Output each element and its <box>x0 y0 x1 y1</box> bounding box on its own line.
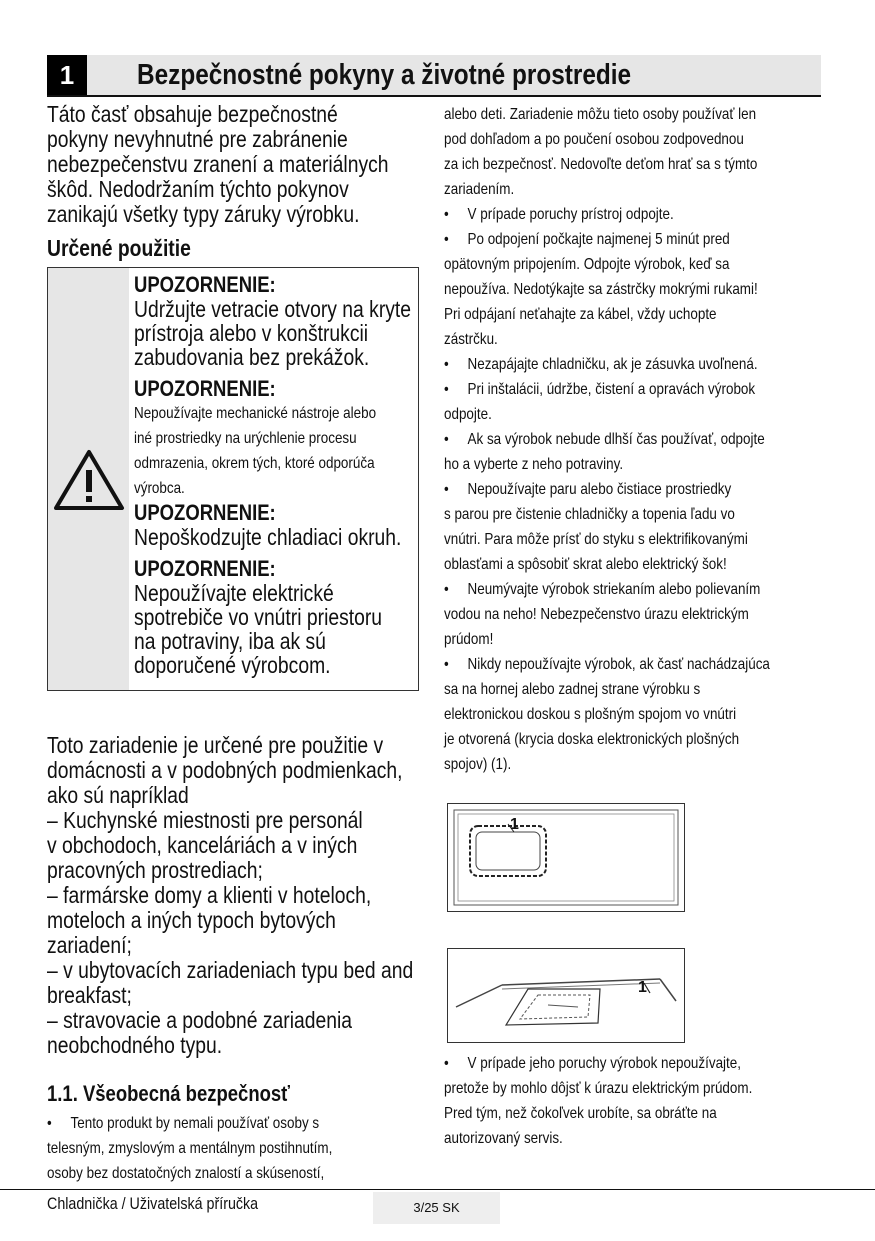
usage-line: v obchodoch, kanceláriách a v iných <box>47 832 358 858</box>
bullet-item: • Nikdy nepoužívajte výrobok, ak časť nachádzajúca sa na hornej alebo zadnej strane výrobku s elektronickou doskou s plošným spojom vo vnútri je otvorená (krycia doska elektronických plošných spojov) (1). <box>444 652 824 777</box>
usage-line: – farmárske domy a klienti v hoteloch, <box>47 882 372 908</box>
footer-divider <box>0 1189 875 1190</box>
pcb-cover-back-drawing <box>448 949 684 1042</box>
pcb-cover-drawing <box>448 804 684 911</box>
general-safety-heading: 1.1. Všeobecná bezpečnosť <box>47 1081 291 1106</box>
usage-line: moteloch a iných typoch bytových <box>47 907 336 933</box>
bullet: • <box>444 481 449 498</box>
chapter-title: Bezpečnostné pokyny a životné prostredie <box>137 59 632 91</box>
chapter-number: 1 <box>47 55 87 95</box>
general-safety-text: • Tento produkt by nemali používať osoby s telesným, zmyslovým a mentálnym postihnutím, osoby bez dostatočných znalostí a skúseností, <box>47 1111 427 1186</box>
figure-callout-number: 1 <box>510 816 519 833</box>
usage-line: domácnosti a v podobných podmienkach, <box>47 757 403 783</box>
intro-line: nebezpečenstvu zranení a materiálnych <box>47 151 389 177</box>
warning-label: UPOZORNENIE: <box>134 500 276 525</box>
warning-label: UPOZORNENIE: <box>134 272 276 297</box>
usage-line: – Kuchynské miestnosti pre personál <box>47 807 363 833</box>
bullet-item: • Nepoužívajte paru alebo čistiace prostriedky s parou pre čistenie chladničky a topenia ľadu vo vnútri. Para môže prísť do styku s elektrifikovanými oblasťami a spôsobiť skrat alebo elektrický šok! <box>444 477 824 577</box>
figure-callout-number: 1 <box>638 979 647 996</box>
usage-paragraph <box>47 733 437 1058</box>
figure-pcb-cover-top <box>447 803 685 912</box>
intro-line: zanikajú všetky typy záruky výrobku. <box>47 201 360 227</box>
warning-sidebar <box>48 268 129 690</box>
usage-line: Toto zariadenie je určené pre použitie v <box>47 732 384 758</box>
warning-triangle-icon <box>53 448 125 512</box>
warning-label: UPOZORNENIE: <box>134 556 276 581</box>
intended-use-heading: Určené použitie <box>47 235 191 261</box>
bullet: • <box>444 581 449 598</box>
bullet-item: • V prípade jeho poruchy výrobok nepoužívajte, pretože by mohlo dôjsť k úrazu elektrickým prúdom. Pred tým, než čokoľvek urobíte, sa obráťte na autorizovaný servis. <box>444 1051 824 1151</box>
usage-line: zariadení; <box>47 932 132 958</box>
figure-pcb-cover-back <box>447 948 685 1043</box>
usage-line: – stravovacie a podobné zariadenia <box>47 1007 353 1033</box>
right-column <box>444 102 824 777</box>
intro-paragraph <box>47 102 454 227</box>
bullet: • <box>444 381 449 398</box>
bullet: • <box>444 431 449 448</box>
bullet: • <box>444 206 449 223</box>
warning-text: Nepoužívajte mechanické nástroje alebo iné prostriedky na urýchlenie procesu odmrazenia, okrem tých, ktoré odporúča výrobca. <box>134 405 377 497</box>
warning-text: Udržujte vetracie otvory na kryte prístroja alebo v konštrukcii zabudovania bez prekážok. <box>134 296 412 370</box>
intro-line: Táto časť obsahuje bezpečnostné <box>47 101 338 127</box>
warning-item <box>134 273 424 369</box>
intro-line: pokyny nevyhnutné pre zabránenie <box>47 126 348 152</box>
usage-line: breakfast; <box>47 982 132 1008</box>
bullet: • <box>444 231 449 248</box>
page-number: 3/25 SK <box>373 1192 500 1224</box>
chapter-header <box>47 55 821 97</box>
bullet: • <box>444 1055 449 1072</box>
bullet: • <box>47 1115 52 1132</box>
footer-manual-title: Chladnička / Uživatelská příručka <box>47 1194 259 1213</box>
warning-label: UPOZORNENIE: <box>134 376 276 401</box>
warning-list <box>134 273 424 677</box>
bullet-item: • Ak sa výrobok nebude dlhší čas používať, odpojte ho a vyberte z neho potraviny. <box>444 427 824 477</box>
bullet: • <box>444 356 449 373</box>
warning-box <box>47 267 419 691</box>
bullet: • <box>444 656 449 673</box>
warning-item <box>134 501 424 549</box>
intro-line: škôd. Nedodržaním týchto pokynov <box>47 176 349 202</box>
bullet-item: • Pri inštalácii, údržbe, čistení a opravách výrobok odpojte. <box>444 377 824 427</box>
continuation-paragraph: alebo deti. Zariadenie môžu tieto osoby používať len pod dohľadom a po poučení osobou zodpovednou za ich bezpečnosť. Nedovoľte deťom hrať sa s týmto zariadením. <box>444 106 758 198</box>
bullet-item: • Neumývajte výrobok striekaním alebo polievaním vodou na neho! Nebezpečenstvo úrazu elektrickým prúdom! <box>444 577 824 652</box>
usage-line: pracovných prostrediach; <box>47 857 263 883</box>
usage-line: neobchodného typu. <box>47 1032 223 1058</box>
warning-item <box>134 557 424 677</box>
warning-item <box>134 377 424 501</box>
bullet-item: • Nezapájajte chladničku, ak je zásuvka uvoľnená. <box>444 352 824 377</box>
usage-line: – v ubytovacích zariadeniach typu bed and <box>47 957 414 983</box>
bullet-item: • Po odpojení počkajte najmenej 5 minút pred opätovným pripojením. Odpojte výrobok, keď sa nepoužíva. Nedotýkajte sa zástrčky mokrými rukami! Pri odpájaní neťahajte za kábel, vždy uchopte zástrčku. <box>444 227 824 352</box>
usage-line: ako sú napríklad <box>47 782 189 808</box>
warning-text: Nepoužívajte elektrické spotrebiče vo vnútri priestoru na potraviny, iba ak sú doporučené výrobcom. <box>134 580 383 678</box>
warning-text: Nepoškodzujte chladiaci okruh. <box>134 524 402 550</box>
bullet-item: • V prípade poruchy prístroj odpojte. <box>444 202 824 227</box>
